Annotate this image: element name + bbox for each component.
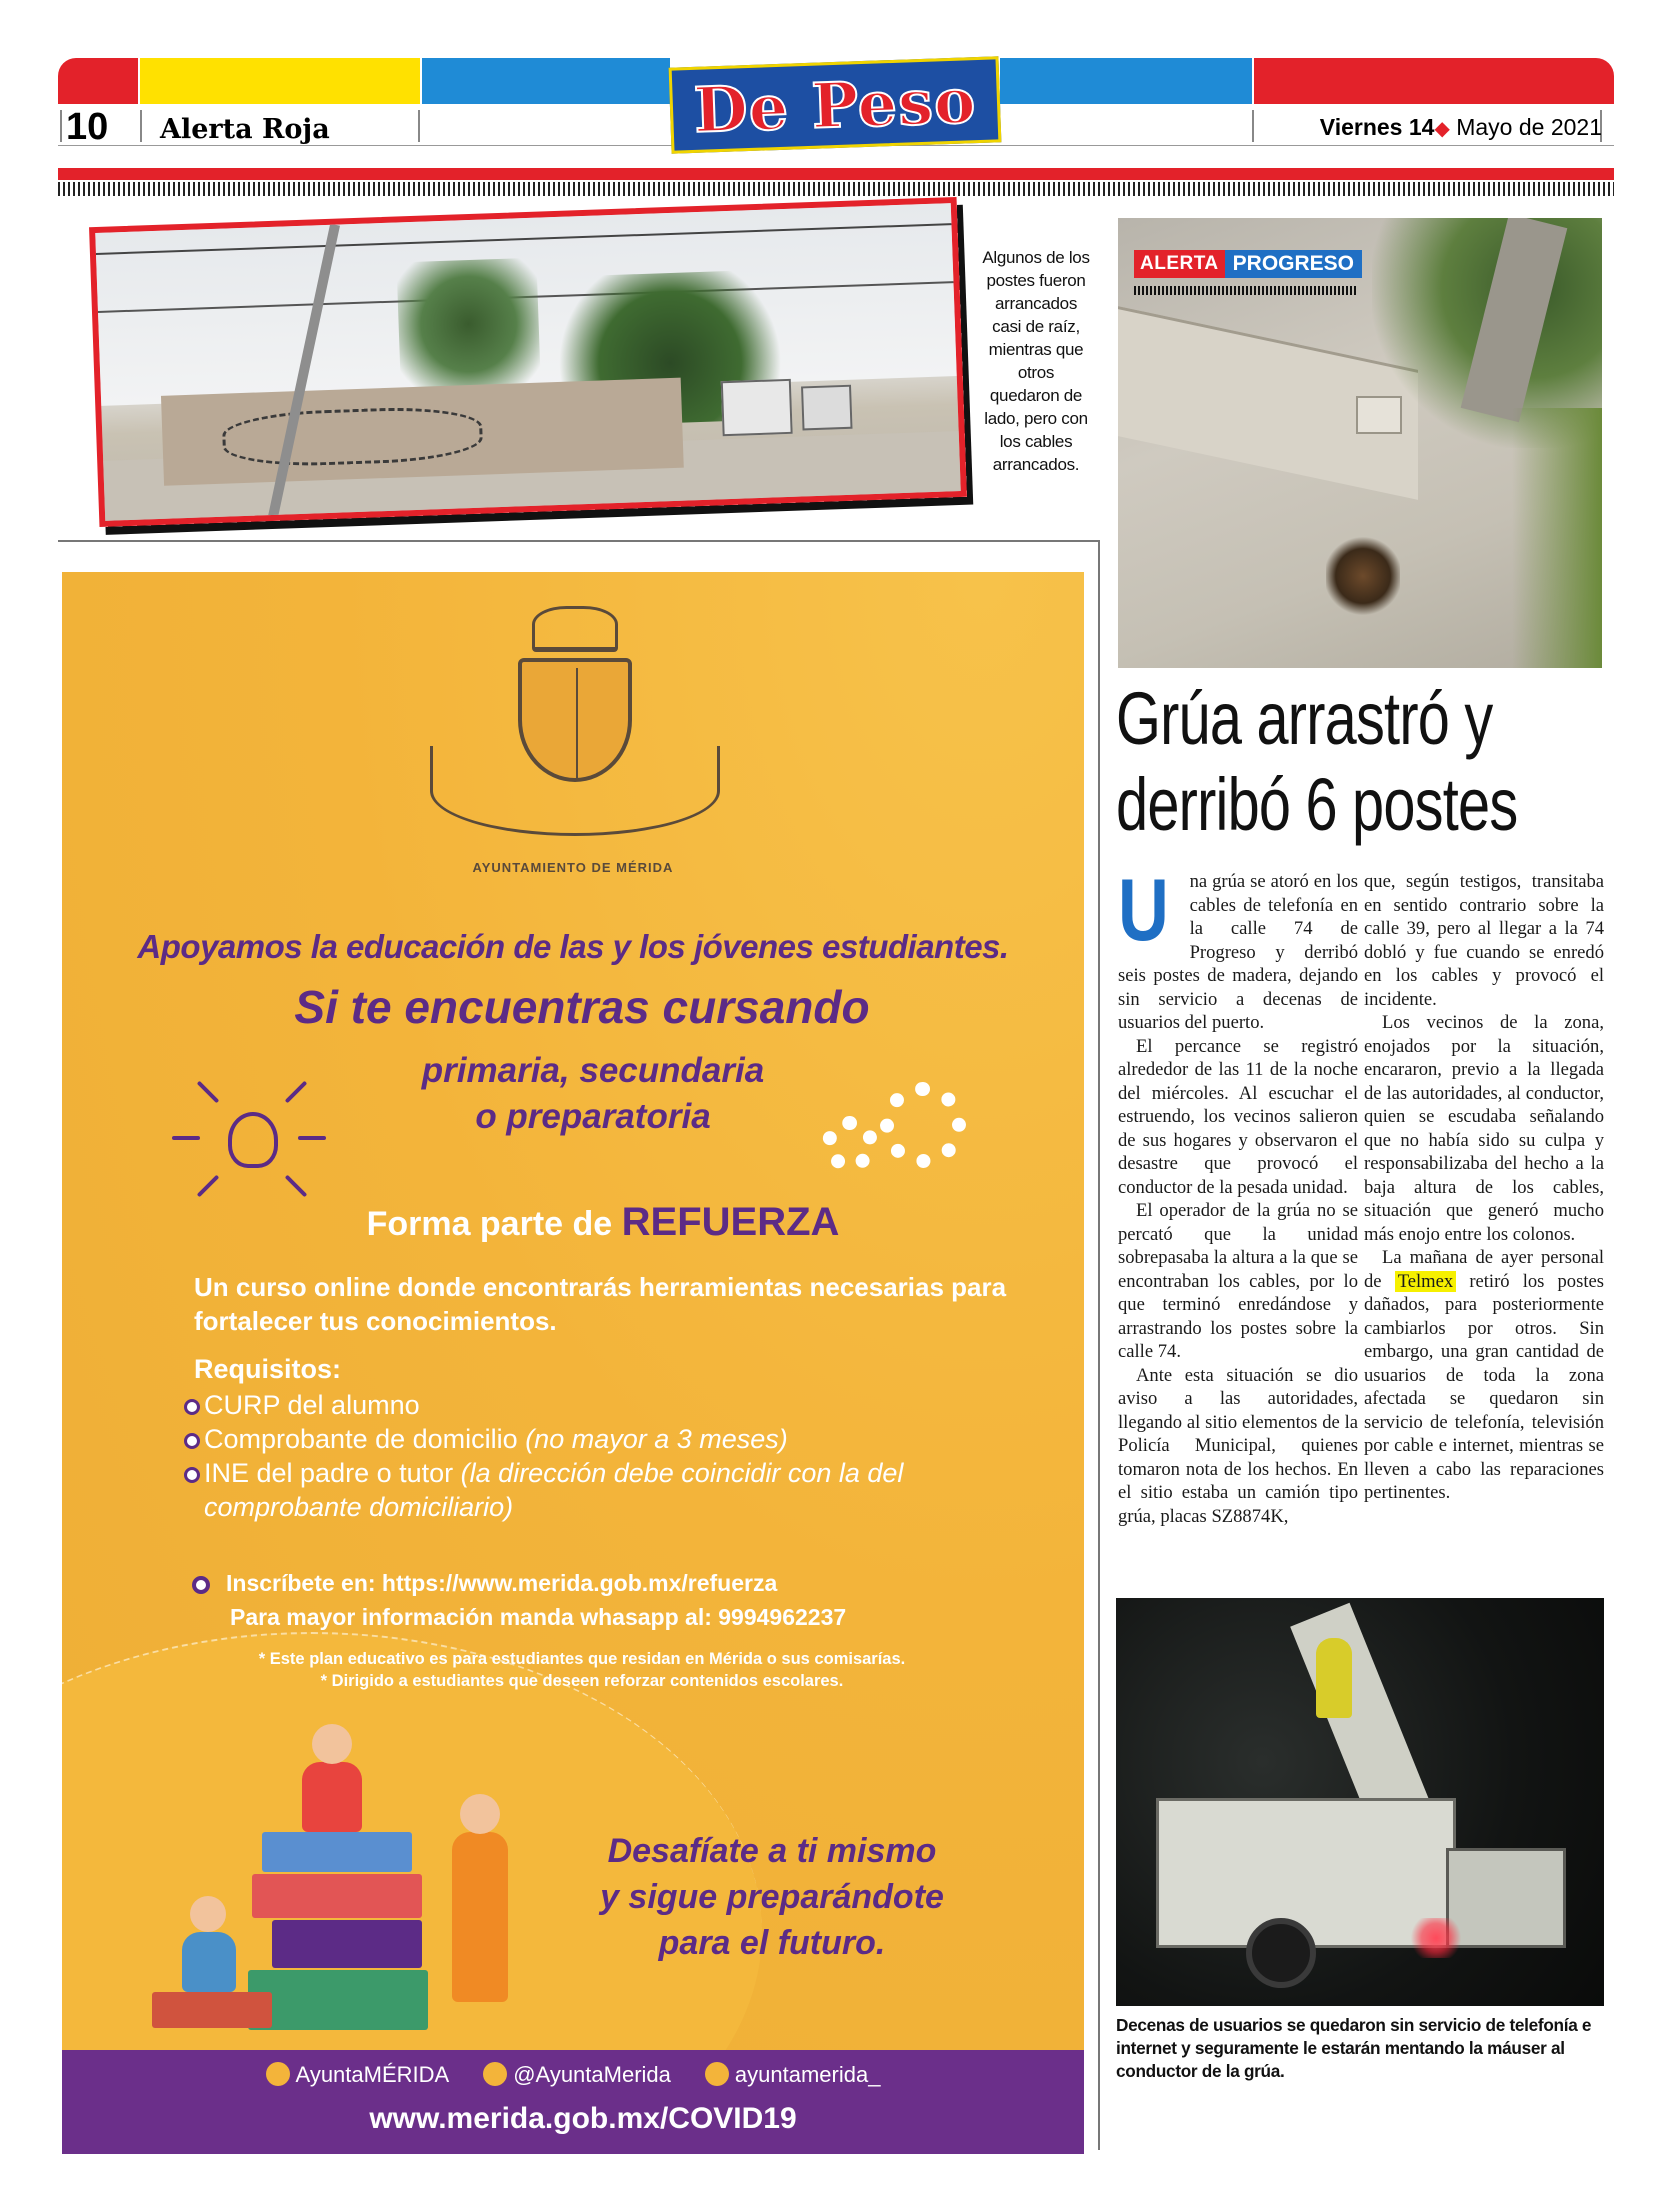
article-column-2 <box>1364 870 1604 1505</box>
lightbulb-icon <box>172 1072 332 1202</box>
gears-icon <box>822 1082 972 1192</box>
requirements-title: Requisitos: <box>194 1354 342 1384</box>
motto-line: para el futuro. <box>658 1924 886 1962</box>
section-name: Alerta Roja <box>160 114 330 145</box>
bullet-icon <box>192 1576 210 1594</box>
article-paragraph: que, según testigos, transitaba en sentido contrario sobre la calle 39, pero al llegar a la 74 dobló y fue cuando se enredó en los cables y provocó el incidente. <box>1364 871 1604 1010</box>
ad-levels-line-2: o preparatoria <box>475 1097 711 1136</box>
footnote: * Este plan educativo es para estudiantes que residan en Mérida o sus comisarías. <box>258 1650 906 1668</box>
requirement-text: CURP del alumno <box>204 1390 420 1420</box>
registration-url[interactable]: Inscríbete en: https://www.merida.gob.mx/refuerza <box>226 1570 778 1596</box>
newspaper-logo <box>669 56 1002 153</box>
requirement-note: (la dirección debe coincidir con la del comprobante domiciliario) <box>204 1458 904 1522</box>
article-paragraph: Ante esta situación se dio aviso a las autoridades, llegando al sitio elementos de la Policía Municipal, quienes tomaron nota de los hechos. En el sitio estaba un camión tipo grúa, placas SZ8874K, <box>1118 1364 1358 1527</box>
instagram-icon <box>705 2062 729 2086</box>
article-headline <box>1116 676 1518 848</box>
motto-line: Desafíate a ti mismo <box>607 1832 937 1870</box>
issue-date <box>1320 114 1602 141</box>
twitter-handle: @AyuntaMerida <box>513 2062 671 2087</box>
ad-levels-line-1: primaria, secundaria <box>421 1051 765 1090</box>
page-number: 10 <box>66 106 109 148</box>
header-divider <box>140 110 142 142</box>
header-divider <box>418 110 420 142</box>
facebook-icon <box>266 2062 290 2086</box>
ad-tagline: Apoyamos la educación de las y los jóvenes estudiantes. <box>137 928 1009 965</box>
facebook-handle: AyuntaMÉRIDA <box>295 2062 450 2087</box>
headline-line-1: Grúa arrastró y <box>1116 677 1493 760</box>
ad-heading: Si te encuentras cursando <box>294 981 870 1033</box>
headline-line-2: derribó 6 postes <box>1116 763 1518 846</box>
paragraph-text: La mañana de ayer personal de <box>1364 1247 1604 1292</box>
header-divider <box>60 110 62 142</box>
date-day: Viernes 14 <box>1319 114 1435 140</box>
program-name: REFUERZA <box>621 1200 840 1244</box>
requirement-item <box>182 1388 1042 1422</box>
twitter-link[interactable] <box>483 2062 671 2088</box>
advertisement-refuerza <box>62 572 1084 2154</box>
article-paragraph: na grúa se atoró en los cables de telefonía en la calle 74 de Progreso y derribó seis postes de madera, dejando sin servicio a decenas de usuarios del puerto. <box>1118 871 1358 1033</box>
logo-text: De Peso <box>692 63 978 147</box>
header-color-bar-red-right <box>1254 58 1614 104</box>
photo-fallen-poles <box>89 197 967 527</box>
section-tag-alerta: ALERTA <box>1134 250 1225 278</box>
ad-description: Un curso online donde encontrarás herramientas necesarias para fortalecer tus conocimientos. <box>194 1272 1007 1336</box>
whatsapp-info: Para mayor información manda whasapp al: 9994962237 <box>230 1604 847 1630</box>
diamond-icon: ◆ <box>1434 118 1450 140</box>
ad-footnotes <box>132 1648 1032 1692</box>
highlighted-word: Telmex <box>1395 1271 1457 1292</box>
header-divider <box>1252 110 1254 142</box>
requirement-item <box>182 1456 1042 1524</box>
instagram-link[interactable] <box>705 2062 881 2088</box>
website-link[interactable]: www.merida.gob.mx/COVID19 <box>369 2102 797 2135</box>
merida-crest-logo <box>500 606 650 856</box>
article-paragraph: El operador de la grúa no se percató que la unidad sobrepasaba la altura a la que se encontraban los cables, por lo que terminó enredándose y arrastrando los postes sobre la calle 74. <box>1118 1200 1358 1362</box>
photo-caption-top: Algunos de los postes fueron arrancados casi de raíz, mientras que otros quedaron de lado, pero con los cables arrancados. <box>982 248 1090 474</box>
ad-footer <box>62 2050 1084 2154</box>
instagram-handle: ayuntamerida_ <box>734 2062 881 2087</box>
requirement-note: (no mayor a 3 meses) <box>525 1424 788 1454</box>
twitter-icon <box>483 2062 507 2086</box>
paragraph-text: retiró los postes dañados, para posteriormente cambiarlos por otros. Sin embargo, una gran cantidad de usuarios de toda la zona afectada se quedaron sin servicio de telefonía, televisión por cable e internet, mientras se lleven a cabo las reparaciones pertinentes. <box>1364 1270 1604 1503</box>
photo-caption-bottom: Decenas de usuarios se quedaron sin servicio de telefonía e internet y seguramente le estarán mentando la máuser al conductor de la grúa. <box>1116 2015 1592 2081</box>
crest-label: AYUNTAMIENTO DE MÉRIDA <box>472 860 674 875</box>
header-red-stripe <box>58 168 1614 180</box>
article-column-1 <box>1118 860 1358 1528</box>
registration-info <box>192 1566 1072 1634</box>
section-tag-place: PROGRESO <box>1225 250 1362 278</box>
article-paragraph: El percance se registró alrededor de las 11 de la noche del miércoles. Al escuchar el estruendo, los vecinos salieron de sus hogares y observaron el desastre que provocó el conductor de la pesada unidad. <box>1118 1035 1358 1198</box>
requirement-text: Comprobante de domicilio <box>204 1424 518 1454</box>
photo-crane-truck-night <box>1116 1598 1604 2006</box>
requirement-text: INE del padre o tutor <box>204 1458 454 1488</box>
requirements-list <box>182 1388 1042 1524</box>
date-month-year: Mayo de 2021 <box>1456 114 1602 140</box>
motto-line: y sigue preparándote <box>600 1878 944 1916</box>
section-tag <box>1134 250 1362 278</box>
header-color-bar-blue-right <box>1000 58 1252 104</box>
facebook-link[interactable] <box>266 2062 450 2088</box>
students-illustration <box>152 1702 552 2042</box>
header-color-bar-yellow <box>140 58 420 104</box>
ad-join-line <box>62 1200 1084 1245</box>
section-tag-rule <box>1134 286 1356 295</box>
article-paragraph <box>1364 1246 1604 1505</box>
requirement-item <box>182 1422 1042 1456</box>
header-color-bar-blue <box>422 58 670 104</box>
article-paragraph: Los vecinos de la zona, enojados por la situación, encararon, previo a la llegada de las autoridades, al conductor, quien se escudaba señalando que no había sido su culpa y responsabilizaba del hecho a la baja altura de los cables, situación que generó mucho más enojo entre los colonos. <box>1364 1012 1604 1245</box>
ad-join-text: Forma parte de <box>366 1205 613 1243</box>
footnote: * Dirigido a estudiantes que deseen reforzar contenidos escolares. <box>320 1672 844 1690</box>
social-links <box>62 2062 1084 2088</box>
ad-motto <box>552 1828 992 1966</box>
drop-cap: U <box>1118 860 1169 959</box>
header-color-bar-red <box>58 58 138 104</box>
header-tick-rule <box>58 182 1614 196</box>
